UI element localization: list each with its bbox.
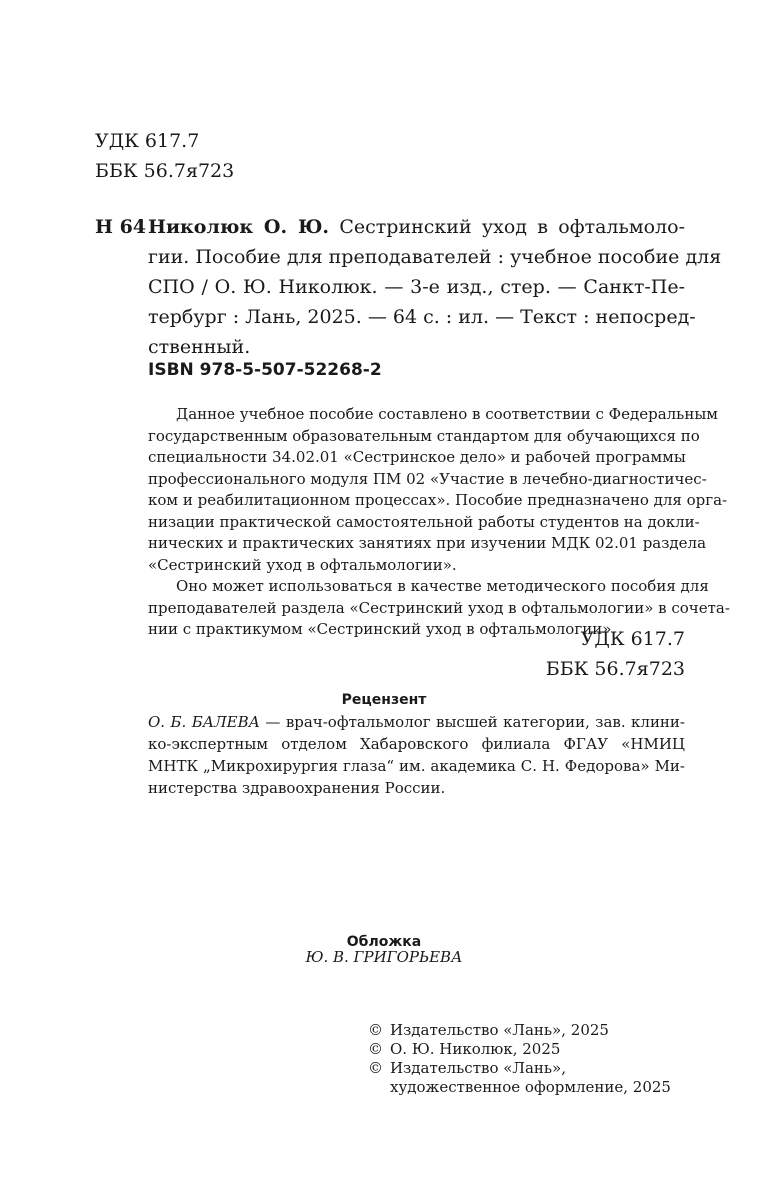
- copyright-item: [368, 1059, 671, 1097]
- reviewer-name: О. Б. БАЛЕВА: [148, 713, 260, 731]
- biblio-line: СПО / О. Ю. Николюк. — 3-е изд., стер. — Санкт-Пе-: [148, 276, 685, 298]
- copyright-symbol: ©: [368, 1021, 383, 1039]
- cover-designer-name: Ю. В. ГРИГОРЬЕВА: [305, 948, 463, 966]
- reviewer-info: [148, 711, 685, 799]
- biblio-line: тербург : Лань, 2025. — 64 с. : ил. — Текст : непосред-: [148, 306, 696, 328]
- classification-codes-top: [95, 126, 234, 186]
- biblio-line: ственный.: [148, 336, 251, 358]
- annotation-line: нии с практикумом «Сестринский уход в офтальмологии».: [148, 620, 617, 638]
- isbn: ISBN 978-5-507-52268-2: [148, 360, 382, 380]
- reviewer-line: нистерства здравоохранения России.: [148, 779, 446, 797]
- copyright-text: Издательство «Лань»,: [390, 1059, 567, 1077]
- biblio-line: [148, 212, 685, 242]
- biblio-line: гии. Пособие для преподавателей : учебное пособие для: [148, 246, 722, 268]
- annotation-line: «Сестринский уход в офтальмологии».: [148, 555, 457, 574]
- annotation-line: Данное учебное пособие составлено в соответствии с Федеральным: [176, 405, 718, 423]
- annotation: [148, 404, 730, 641]
- classification-codes-right: [546, 624, 685, 684]
- copyright-text: художественное оформление, 2025: [390, 1078, 671, 1096]
- copyright-symbol: ©: [368, 1059, 383, 1077]
- annotation-line: государственным образовательным стандартом для обучающихся по: [148, 426, 700, 445]
- annotation-line: специальности 34.02.01 «Сестринское дело» и рабочей программы: [148, 448, 686, 466]
- copyright-symbol: ©: [368, 1040, 383, 1058]
- copyright-text: О. Ю. Николюк, 2025: [390, 1040, 561, 1058]
- annotation-line: низации практической самостоятельной работы студентов на докли-: [148, 512, 700, 531]
- annotation-line: нических и практических занятиях при изучении МДК 02.01 раздела: [148, 534, 707, 552]
- copyright-block: [368, 1021, 671, 1097]
- reviewer-line: [148, 711, 685, 733]
- copyright-text: Издательство «Лань», 2025: [390, 1021, 609, 1039]
- copyright-text-multiline: [390, 1059, 671, 1097]
- reviewer-line: МНТК „Микрохирургия глаза“ им. академика С. Н. Федорова» Ми-: [148, 757, 685, 775]
- annotation-line: Оно может использоваться в качестве методического пособия для: [176, 577, 709, 595]
- annotation-line: преподавателей раздела «Сестринский уход в офтальмологии» в сочета-: [148, 598, 730, 617]
- copyright-item: [368, 1040, 671, 1059]
- reviewer-heading: Рецензент: [341, 692, 427, 708]
- udk-code: УДК 617.7: [580, 628, 685, 650]
- annotation-line: ком и реабилитационном процессах». Пособие предназначено для орга-: [148, 491, 728, 509]
- cover-heading: Обложка: [346, 934, 422, 950]
- copyright-item: [368, 1021, 671, 1040]
- reviewer-line: ко-экспертным отделом Хабаровского филиала ФГАУ «НМИЦ: [148, 735, 685, 753]
- biblio-author: Николюк О. Ю.: [148, 216, 330, 238]
- bibliographic-description: [148, 212, 722, 362]
- annotation-line: профессионального модуля ПМ 02 «Участие в лечебно-диагностичес-: [148, 469, 707, 488]
- bbk-code: ББК 56.7я723: [545, 658, 685, 680]
- bbk-code: ББК 56.7я723: [95, 160, 235, 182]
- biblio-title-start: Сестринский уход в офтальмоло-: [329, 216, 685, 238]
- reviewer-desc-start: — врач-офтальмолог высшей категории, зав. клини-: [259, 713, 685, 731]
- udk-code: УДК 617.7: [95, 130, 200, 152]
- author-mark: Н 64: [95, 216, 147, 238]
